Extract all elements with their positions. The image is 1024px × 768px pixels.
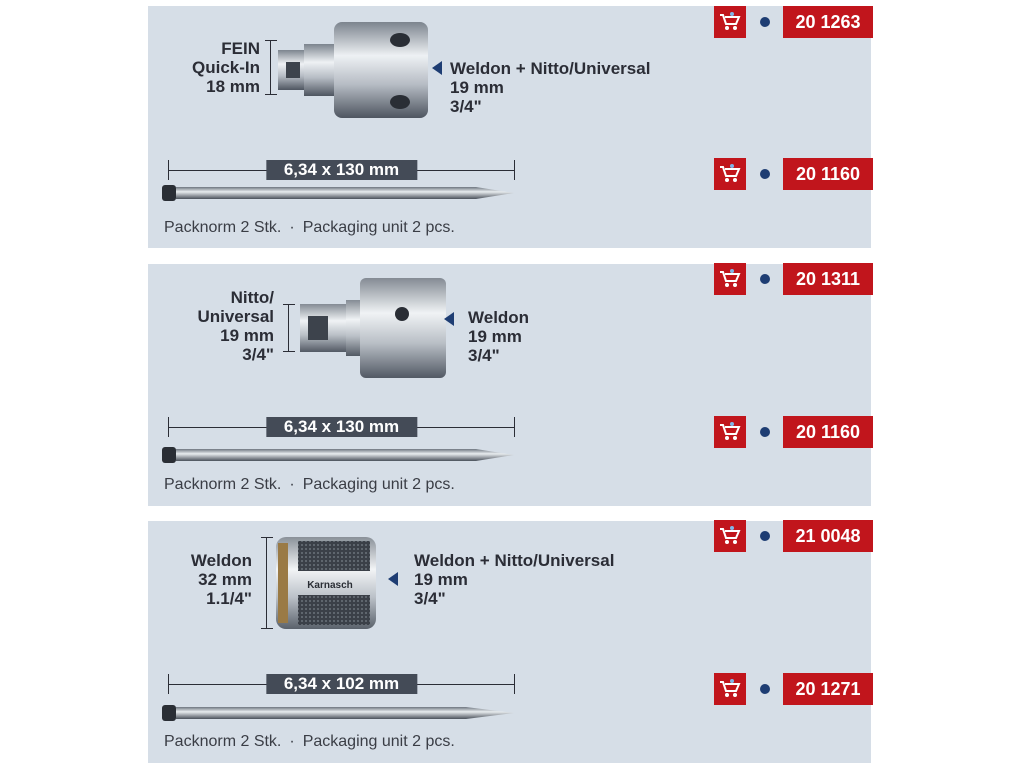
shopping-cart-icon[interactable] (714, 416, 746, 448)
pilot-pin-image (162, 702, 520, 724)
brand-engraving: Karnasch (307, 580, 353, 591)
article-number[interactable]: 20 1160 (783, 158, 873, 190)
nitto-adapter-image (298, 278, 448, 378)
pin-dimension-tag: 6,34 x 130 mm (266, 417, 417, 437)
triangle-left-icon (432, 61, 442, 75)
pin-length-dimension (168, 674, 515, 694)
triangle-left-icon (444, 312, 454, 326)
pilot-pin-image (162, 444, 520, 466)
article-number[interactable]: 20 1311 (783, 263, 873, 295)
order-row-20-1271 (714, 673, 873, 705)
shopping-cart-icon[interactable] (714, 158, 746, 190)
adapter-output-label: Weldon 19 mm 3/4" (468, 308, 530, 365)
pin-length-dimension (168, 417, 515, 437)
adapter-height-dimension (261, 537, 273, 629)
bullet-dot-icon (760, 684, 770, 694)
order-row-20-1263 (714, 6, 873, 38)
bullet-dot-icon (760, 274, 770, 284)
article-number[interactable]: 20 1271 (783, 673, 873, 705)
adapter-input-label: FEIN Quick-In 18 mm (191, 39, 260, 96)
weldon-sleeve-image (276, 535, 378, 631)
bullet-dot-icon (760, 531, 770, 541)
adapter-output-label: Weldon + Nitto/Universal 19 mm 3/4" (414, 551, 615, 608)
shopping-cart-icon[interactable] (714, 673, 746, 705)
order-row-20-1160 (714, 158, 873, 190)
packaging-note: Packnorm 2 Stk. · Packaging unit 2 pcs. (164, 733, 455, 750)
pin-dimension-tag: 6,34 x 130 mm (266, 160, 417, 180)
article-number[interactable]: 21 0048 (783, 520, 873, 552)
article-number[interactable]: 20 1160 (783, 416, 873, 448)
shopping-cart-icon[interactable] (714, 6, 746, 38)
shopping-cart-icon[interactable] (714, 263, 746, 295)
order-row-21-0048 (714, 520, 873, 552)
shopping-cart-icon[interactable] (714, 520, 746, 552)
article-number[interactable]: 20 1263 (783, 6, 873, 38)
adapter-input-label: Nitto/ Universal 19 mm 3/4" (197, 288, 274, 364)
adapter-output-label: Weldon + Nitto/Universal 19 mm 3/4" (450, 59, 651, 116)
bullet-dot-icon (760, 169, 770, 179)
quick-in-adapter-image (276, 22, 431, 118)
order-row-20-1160 (714, 416, 873, 448)
packaging-note: Packnorm 2 Stk. · Packaging unit 2 pcs. (164, 219, 455, 236)
adapter-height-dimension (283, 304, 295, 352)
adapter-input-label: Weldon 32 mm 1.1/4" (190, 551, 252, 608)
product-panel-1 (148, 6, 871, 248)
bullet-dot-icon (760, 17, 770, 27)
product-panel-2 (148, 264, 871, 506)
pin-dimension-tag: 6,34 x 102 mm (266, 674, 417, 694)
packaging-note: Packnorm 2 Stk. · Packaging unit 2 pcs. (164, 476, 455, 493)
pin-length-dimension (168, 160, 515, 180)
triangle-left-icon (388, 572, 398, 586)
product-panel-3 (148, 521, 871, 763)
order-row-20-1311 (714, 263, 873, 295)
bullet-dot-icon (760, 427, 770, 437)
pilot-pin-image (162, 182, 520, 204)
